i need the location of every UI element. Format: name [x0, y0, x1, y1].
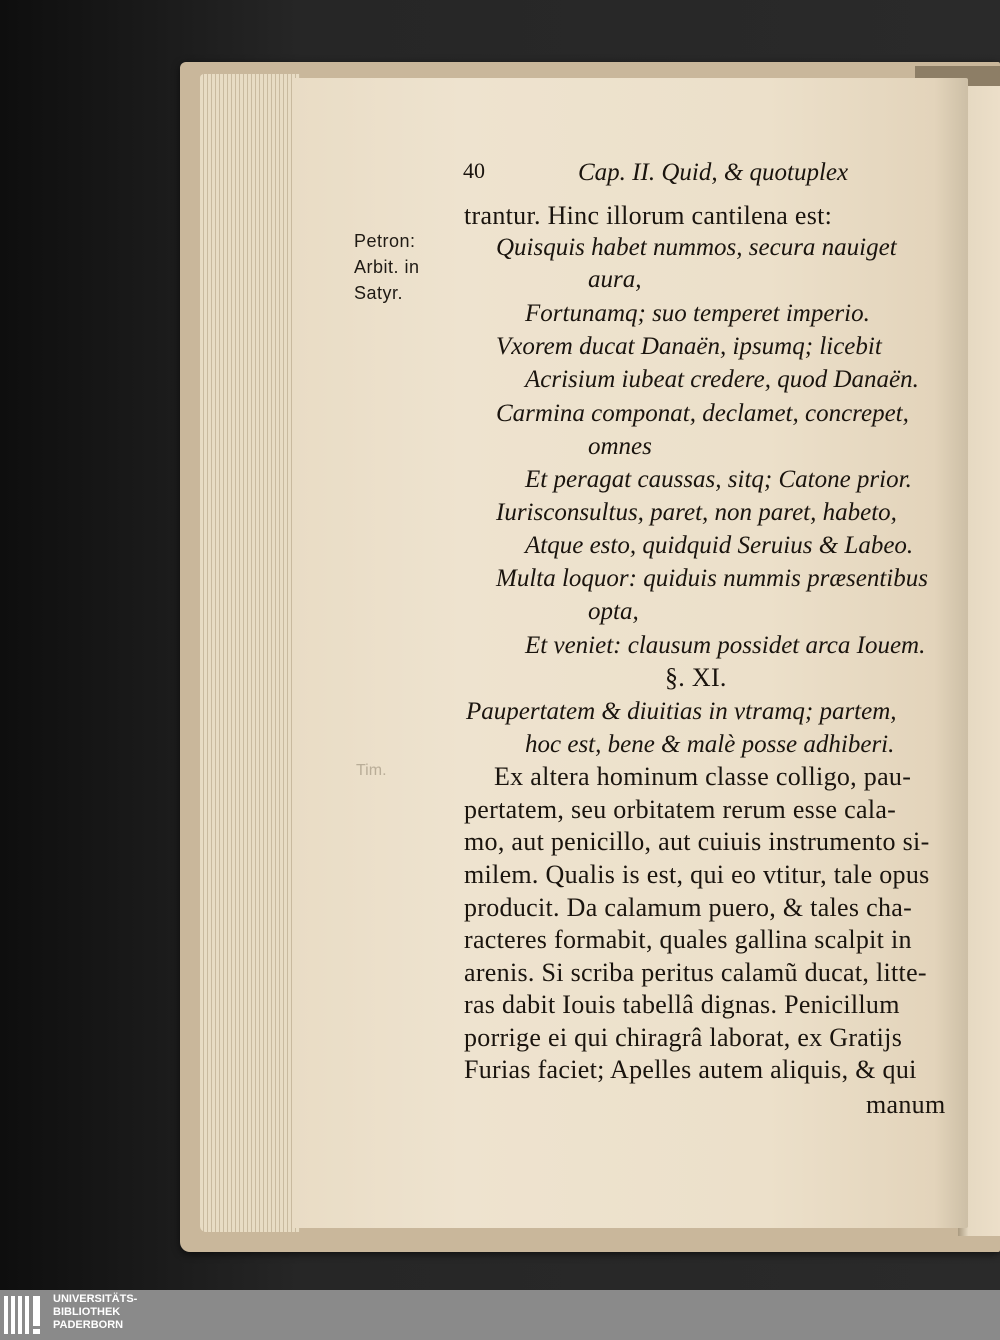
logo-line: BIBLIOTHEK: [53, 1306, 121, 1318]
text-line: trantur. Hinc illorum cantilena est:: [464, 201, 833, 230]
text-line: producit. Da calamum puero, & tales cha-: [464, 893, 913, 922]
verse-line: Acrisium iubeat credere, quod Danaën.: [525, 366, 919, 393]
verse-line: Et veniet: clausum possidet arca Iouem.: [525, 632, 926, 659]
section-heading: Paupertatem & diuitias in vtramq; partem,: [466, 698, 897, 725]
verse-line: Fortunamq; suo temperet imperio.: [525, 300, 870, 327]
page-fore-edge: [200, 74, 300, 1232]
logo-line: PADERBORN: [53, 1319, 124, 1331]
verse-line: Quisquis habet nummos, secura nauiget: [496, 234, 897, 261]
text-line: racteres formabit, quales gallina scalpit in: [464, 925, 912, 954]
library-footer-bar: [0, 1290, 1000, 1340]
text-line: milem. Qualis is est, qui eo vtitur, tale opus: [464, 860, 930, 889]
text-line: Furias faciet; Apelles autem aliquis, & qui: [464, 1055, 917, 1084]
library-logo-text: [53, 1293, 137, 1332]
verse-line: Atque esto, quidquid Seruius & Labeo.: [525, 532, 914, 559]
verse-line: Iurisconsultus, paret, non paret, habeto,: [496, 499, 897, 526]
verse-line: Multa loquor: quiduis nummis præsentibus: [496, 565, 928, 592]
library-logo-icon: [0, 1290, 45, 1340]
text-line: porrige ei qui chiragrâ laborat, ex Gratijs: [464, 1023, 903, 1052]
logo-line: UNIVERSITÄTS-: [53, 1293, 138, 1305]
margin-note-line: Petron:: [354, 231, 416, 251]
text-line: ras dabit Iouis tabellâ dignas. Penicillum: [464, 990, 900, 1019]
page-number: 40: [463, 158, 485, 183]
section-number: §. XI.: [665, 663, 727, 692]
verse-line: opta,: [588, 598, 639, 625]
verse-line: Carmina componat, declamet, concrepet,: [496, 400, 909, 427]
text-line: Ex altera hominum classe colligo, pau-: [494, 762, 912, 791]
verse-line: omnes: [588, 433, 652, 460]
margin-note-line: Arbit. in: [354, 257, 420, 277]
verse-line: Vxorem ducat Danaën, ipsumq; licebit: [496, 333, 882, 360]
text-line: pertatem, seu orbitatem rerum esse cala-: [464, 795, 897, 824]
running-title: Cap. II. Quid, & quotuplex: [578, 159, 849, 186]
text-line: mo, aut penicillo, aut cuiuis instrumento si-: [464, 827, 930, 856]
verse-line: Et peragat caussas, sitq; Catone prior.: [525, 466, 912, 493]
catchword: manum: [866, 1090, 946, 1119]
text-line: arenis. Si scriba peritus calamũ ducat, litte-: [464, 958, 927, 987]
section-heading: hoc est, bene & malè posse adhiberi.: [525, 731, 895, 758]
show-through-note: Tim.: [356, 762, 387, 779]
margin-note-line: Satyr.: [354, 283, 404, 303]
verse-line: aura,: [588, 266, 642, 293]
